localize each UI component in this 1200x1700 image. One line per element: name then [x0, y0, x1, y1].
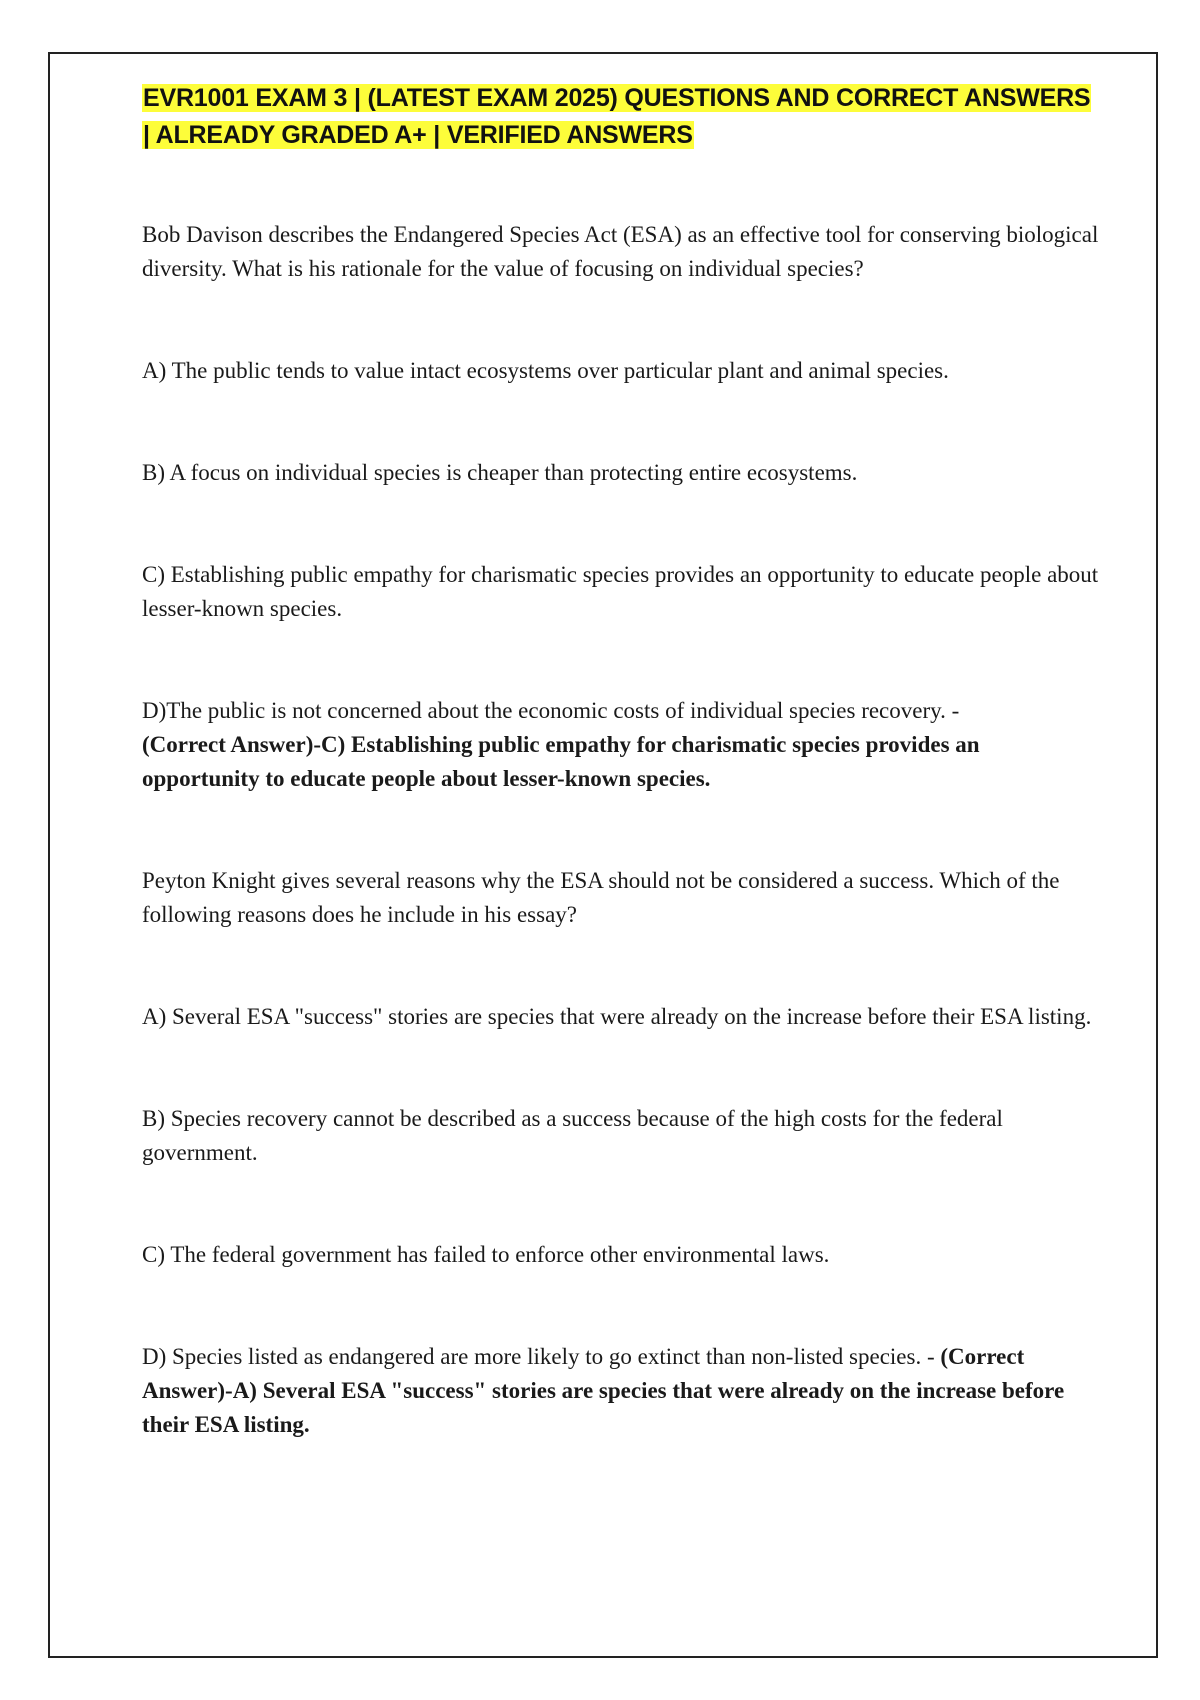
- document-content: [142, 80, 1102, 1442]
- question-1-correct-answer: (Correct Answer)-C) Establishing public empathy for charismatic species provides an opportunity to educate people about lesser-known species.: [142, 732, 980, 791]
- document-title: [142, 80, 1102, 154]
- question-1-option-d: [142, 694, 1102, 796]
- question-1-option-c: C) Establishing public empathy for charismatic species provides an opportunity to educate people about lesser-known species.: [142, 562, 1099, 621]
- question-2-prompt: Peyton Knight gives several reasons why the ESA should not be considered a success. Which of the following reasons does he include in his essay?: [142, 868, 1060, 927]
- question-2-option-d: [142, 1340, 1102, 1442]
- question-1-option-a: A) The public tends to value intact ecosystems over particular plant and animal species.: [142, 358, 949, 383]
- question-2-option-a: A) Several ESA "success" stories are species that were already on the increase before their ESA listing.: [142, 1004, 1092, 1029]
- page-frame: [48, 52, 1158, 1658]
- question-2-option-c: C) The federal government has failed to enforce other environmental laws.: [142, 1242, 830, 1267]
- document-title-text: EVR1001 EXAM 3 | (LATEST EXAM 2025) QUESTIONS AND CORRECT ANSWERS | ALREADY GRADED A+ | VERIFIED ANSWERS: [143, 84, 1091, 149]
- question-1-prompt: Bob Davison describes the Endangered Species Act (ESA) as an effective tool for conserving biological diversity. What is his rationale for the value of focusing on individual species?: [142, 222, 1099, 281]
- question-2-correct-answer: (Correct Answer)-A) Several ESA "success" stories are species that were already on the increase before their ESA listing.: [142, 1344, 1065, 1437]
- question-2-option-b: B) Species recovery cannot be described as a success because of the high costs for the federal government.: [142, 1106, 1003, 1165]
- question-2-option-d-text: D) Species listed as endangered are more likely to go extinct than non-listed species. -: [142, 1344, 935, 1369]
- question-1-option-b: B) A focus on individual species is cheaper than protecting entire ecosystems.: [142, 460, 858, 485]
- question-1-option-d-text: D)The public is not concerned about the economic costs of individual species recovery. -: [142, 698, 960, 723]
